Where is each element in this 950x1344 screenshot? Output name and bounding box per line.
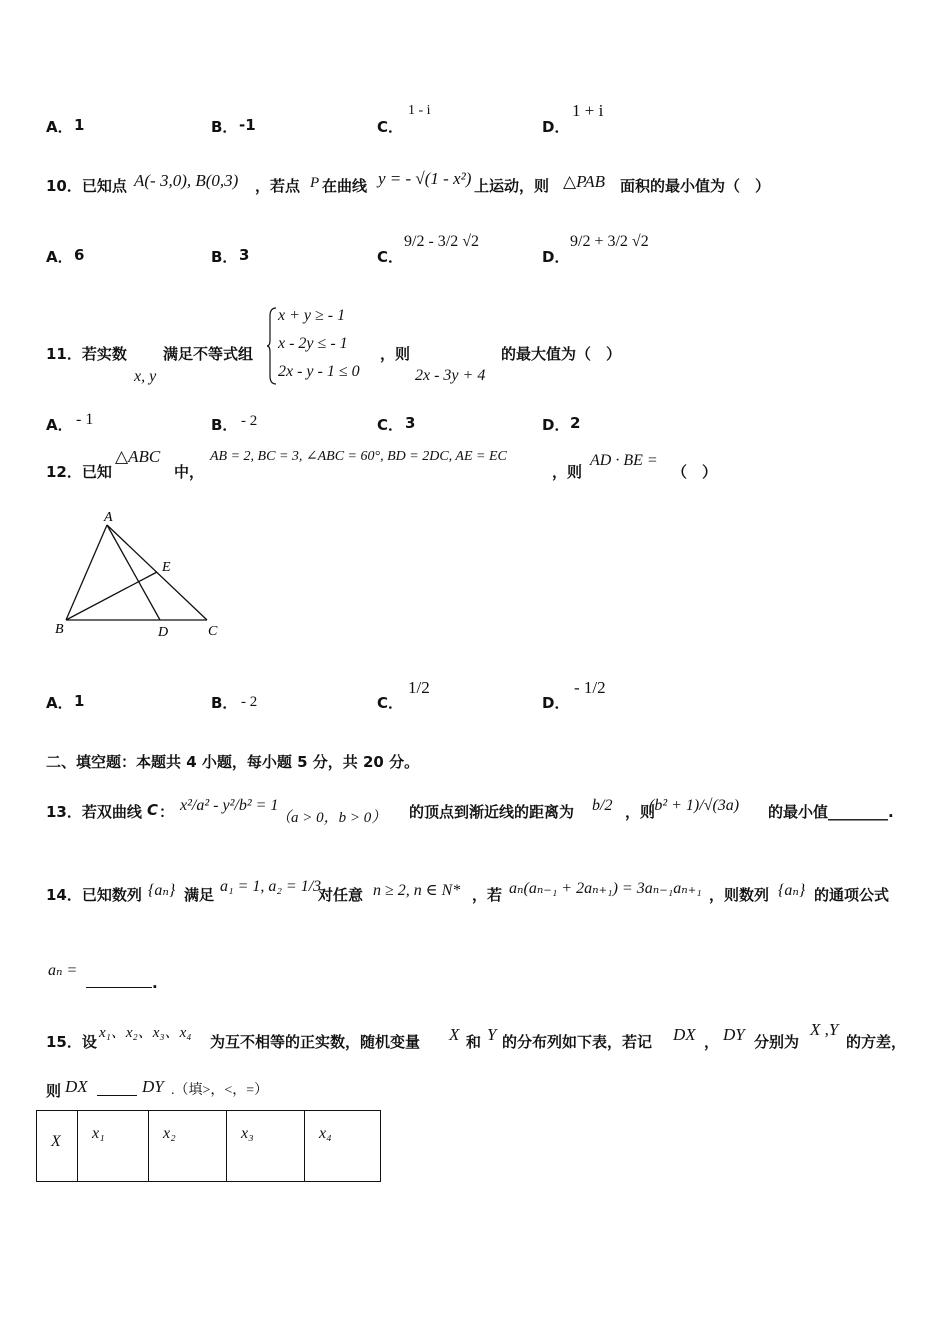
q15-answer-blank[interactable] <box>97 1095 137 1096</box>
q15-dy: DY <box>723 1025 745 1044</box>
q11-ineq-2: x - 2y ≤ - 1 <box>278 335 348 352</box>
q13-mid2: ，则 <box>625 803 656 821</box>
label-c: C <box>208 624 218 639</box>
q11-vars: x, y <box>134 368 157 385</box>
q12-mid: 中， <box>174 463 205 481</box>
q9-option-c-value: 1 - i <box>408 103 431 118</box>
q14-answer-lhs: aₙ = <box>48 962 78 979</box>
table-header-x: X <box>37 1111 78 1182</box>
q9-option-a-value: 1 <box>74 116 85 134</box>
table-cell-x1: x₁ <box>78 1111 149 1182</box>
q12-option-a-label: A． <box>46 694 73 712</box>
q12-comma: ，则 <box>552 463 583 481</box>
q9-option-d-value: 1 + i <box>572 101 604 120</box>
q13-prefix: 13．若双曲线 <box>46 803 142 821</box>
q14-prefix: 14．已知数列 <box>46 886 142 904</box>
q10-option-a-value: 6 <box>74 246 85 264</box>
q12-triangle: △ABC <box>115 447 161 466</box>
q14-mid2: 对任意 <box>318 886 364 904</box>
q15-vars: x₁、x₂、x₃、x₄ <box>99 1025 192 1041</box>
q10-prefix: 10．已知点 <box>46 177 127 195</box>
q15-mid: 为互不相等的正实数，随机变量 <box>210 1033 421 1051</box>
q14-condition: n ≥ 2, n ∈ N* <box>373 882 461 899</box>
q9-option-b-label: B． <box>211 118 238 136</box>
q12-option-a-value: 1 <box>74 692 85 710</box>
q11-suffix: 的最大值为（ ） <box>501 345 622 363</box>
q10-mid2: 在曲线 <box>322 177 368 195</box>
q13-curve-name: C <box>147 801 159 819</box>
q10-points: A(- 3,0), B(0,3) <box>134 171 239 190</box>
q15-line2-prefix: 则 <box>46 1082 62 1100</box>
table-cell-x4: x₄ <box>305 1111 381 1182</box>
q14-answer-blank[interactable] <box>86 987 152 988</box>
q10-option-a-label: A． <box>46 248 73 266</box>
q11-option-c-value: 3 <box>405 414 416 432</box>
q11-brace <box>266 306 278 386</box>
q11-ineq-1: x + y ≥ - 1 <box>278 307 346 324</box>
q12-triangle-figure <box>50 505 230 645</box>
q15-x: X <box>449 1025 460 1044</box>
q10-mid3: 上运动，则 <box>474 177 550 195</box>
q13-mid: 的顶点到渐近线的距离为 <box>409 803 575 821</box>
q14-initial: a₁ = 1, a₂ = 1/3 <box>220 878 322 895</box>
q11-option-a-label: A． <box>46 416 73 434</box>
q11-mid: 满足不等式组 <box>163 345 254 363</box>
q10-option-b-label: B． <box>211 248 238 266</box>
q15-y: Y <box>487 1025 497 1044</box>
q12-suffix: （ ） <box>672 463 718 481</box>
q15-line2-suffix: .（填>，<，=） <box>171 1083 269 1098</box>
q14-mid: 满足 <box>184 886 215 904</box>
q11-option-a-value: - 1 <box>76 411 94 428</box>
q13-expr: (b² + 1)/√(3a) <box>649 797 740 814</box>
segment-be <box>66 572 157 620</box>
q10-curve: y = - √(1 - x²) <box>378 169 472 188</box>
q12-option-d-value: - 1/2 <box>574 678 606 697</box>
q14-recurrence: aₙ(aₙ₋₁ + 2aₙ₊₁) = 3aₙ₋₁aₙ₊₁ <box>509 880 702 897</box>
q11-option-d-label: D． <box>542 416 570 434</box>
q12-option-b-label: B． <box>211 694 238 712</box>
q15-xy: X ,Y <box>810 1020 839 1039</box>
table-row <box>37 1111 381 1182</box>
q10-option-d-value: 9/2 + 3/2 √2 <box>570 233 649 250</box>
q12-expr: AD · BE = <box>590 452 658 469</box>
q12-option-c-label: C． <box>377 694 404 712</box>
edge-ab <box>66 525 107 620</box>
q15-distribution-table <box>36 1110 381 1182</box>
q10-option-c-value: 9/2 - 3/2 √2 <box>404 233 479 250</box>
q10-option-d-label: D． <box>542 248 570 266</box>
q15-mid3: 分别为 <box>754 1033 800 1051</box>
q9-option-b-value: -1 <box>239 116 256 134</box>
q13-distance: b/2 <box>592 797 613 814</box>
q11-option-b-value: - 2 <box>241 413 258 429</box>
q12-prefix: 12．已知 <box>46 463 112 481</box>
q15-and: 和 <box>466 1033 482 1051</box>
q15-line2-dy: DY <box>142 1077 164 1096</box>
q14-mid3: ，若 <box>472 886 503 904</box>
q11-ineq-3: 2x - y - 1 ≤ 0 <box>278 363 360 380</box>
q12-option-b-value: - 2 <box>241 694 258 710</box>
q10-point-p: P <box>310 175 320 191</box>
q10-suffix: 面积的最小值为（ ） <box>620 177 771 195</box>
q14-suffix: 的通项公式 <box>814 886 890 904</box>
q10-option-b-value: 3 <box>239 246 250 264</box>
q13-equation: x²/a² - y²/b² = 1 <box>180 797 279 814</box>
q9-option-c-label: C． <box>377 118 404 136</box>
q11-expr: 2x - 3y + 4 <box>415 367 486 384</box>
label-a: A <box>104 510 113 525</box>
label-d: D <box>158 625 169 640</box>
q13-condition: （a > 0，b > 0） <box>276 810 387 826</box>
q11-option-c-label: C． <box>377 416 404 434</box>
section-2-title: 二、填空题：本题共 4 小题，每小题 5 分，共 20 分。 <box>46 753 420 771</box>
q15-sep: ， <box>704 1033 720 1051</box>
table-cell-x3: x₃ <box>227 1111 305 1182</box>
q13-suffix: 的最小值________. <box>768 803 894 821</box>
label-e: E <box>162 560 171 575</box>
q14-sequence: {aₙ} <box>148 882 176 899</box>
q14-answer-end: . <box>152 974 158 992</box>
q10-triangle: △PAB <box>563 172 606 191</box>
table-cell-x2: x₂ <box>149 1111 227 1182</box>
segment-ad <box>107 525 160 620</box>
q11-comma: ，则 <box>380 345 411 363</box>
q12-option-c-value: 1/2 <box>408 678 430 697</box>
q15-mid2: 的分布列如下表，若记 <box>502 1033 653 1051</box>
label-b: B <box>55 622 64 637</box>
q9-option-d-label: D． <box>542 118 570 136</box>
q10-option-c-label: C． <box>377 248 404 266</box>
q14-mid4: ，则数列 <box>709 886 770 904</box>
q12-conditions: AB = 2, BC = 3, ∠ABC = 60°, BD = 2DC, AE = EC <box>210 449 507 464</box>
q11-prefix: 11．若实数 <box>46 345 127 363</box>
q14-sequence-2: {aₙ} <box>778 882 806 899</box>
q9-option-a-label: A． <box>46 118 73 136</box>
q11-option-b-label: B． <box>211 416 238 434</box>
q15-line2-dx: DX <box>65 1077 88 1096</box>
q15-suffix: 的方差， <box>846 1033 907 1051</box>
q15-dx: DX <box>673 1025 696 1044</box>
q10-mid1: ，若点 <box>255 177 301 195</box>
q13-colon: ： <box>159 803 175 821</box>
q15-prefix: 15．设 <box>46 1033 97 1051</box>
q12-option-d-label: D． <box>542 694 570 712</box>
q11-option-d-value: 2 <box>570 414 581 432</box>
